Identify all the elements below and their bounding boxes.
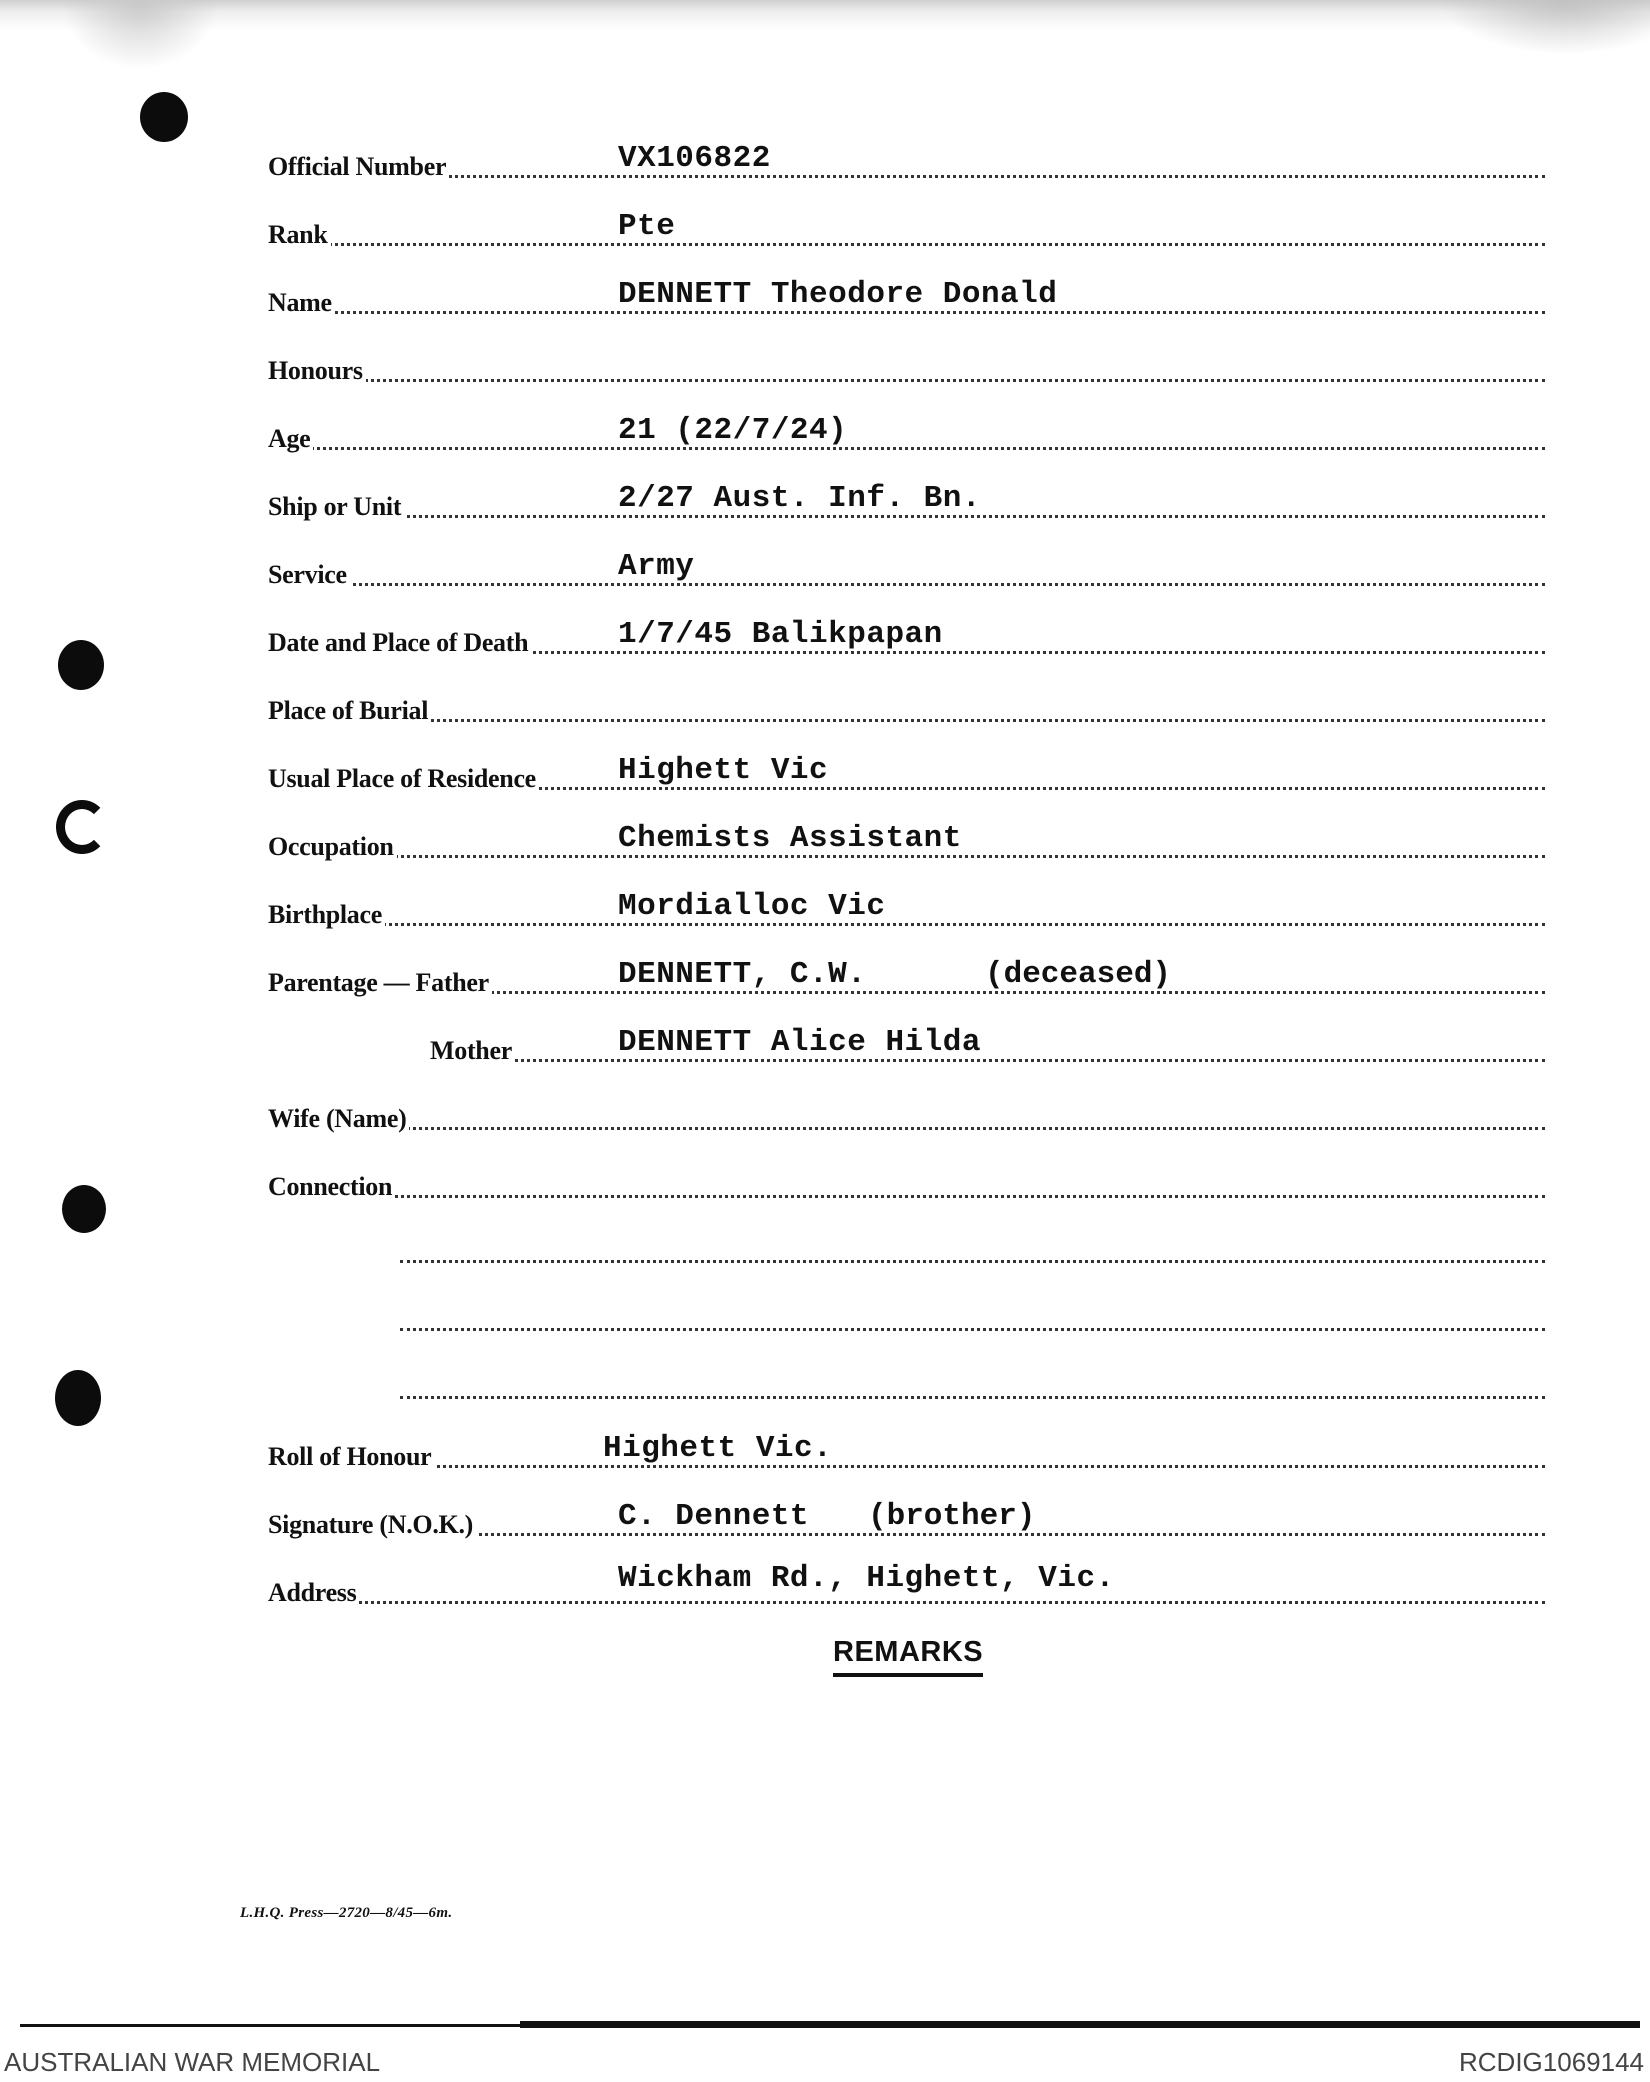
label-address: Address: [268, 1578, 359, 1608]
label-service: Service: [268, 560, 350, 590]
connection-blank-line-3: [400, 1396, 1545, 1399]
connection-blank-line-1: [400, 1260, 1545, 1263]
punch-hole-ring: [56, 800, 108, 854]
printer-note: L.H.Q. Press—2720—8/45—6m.: [240, 1905, 453, 1921]
row-connection: [268, 1162, 1545, 1206]
value-roll-of-honour: Highett Vic.: [603, 1431, 833, 1466]
row-honours: [268, 346, 1545, 390]
row-residence: [268, 754, 1545, 798]
label-date-place-of-death: Date and Place of Death: [268, 628, 531, 658]
label-birthplace: Birthplace: [268, 900, 385, 930]
row-roll-of-honour: [268, 1432, 1545, 1476]
dotted-line: [268, 1601, 1545, 1604]
row-name: [268, 278, 1545, 322]
footer-record-id: RCDIG1069144: [1459, 2047, 1644, 2077]
label-residence: Usual Place of Residence: [268, 764, 539, 794]
punch-hole-upper: [58, 640, 104, 690]
row-mother: [268, 1026, 1545, 1070]
punch-hole-middle: [62, 1185, 106, 1233]
row-place-of-burial: [268, 686, 1545, 730]
label-signature: Signature (N.O.K.): [268, 1510, 476, 1540]
value-signature-note: (brother): [868, 1499, 1036, 1534]
dotted-line: [268, 243, 1545, 246]
label-place-of-burial: Place of Burial: [268, 696, 431, 726]
row-address: [268, 1561, 1545, 1612]
dotted-line: [268, 379, 1545, 382]
label-wife: Wife (Name): [268, 1104, 409, 1134]
row-signature: [268, 1500, 1545, 1544]
label-name: Name: [268, 288, 335, 318]
label-age: Age: [268, 424, 313, 454]
dotted-line: [268, 1195, 1545, 1198]
label-occupation: Occupation: [268, 832, 397, 862]
value-address: Wickham Rd., Highett, Vic.: [618, 1561, 1115, 1596]
scan-smudge-left: [60, 0, 220, 70]
label-roll-of-honour: Roll of Honour: [268, 1442, 434, 1472]
remarks-heading: REMARKS: [833, 1636, 983, 1677]
value-birthplace: Mordialloc Vic: [618, 889, 886, 924]
row-official-number: [268, 142, 1545, 186]
row-rank: [268, 210, 1545, 254]
value-date-place-of-death: 1/7/45 Balikpapan: [618, 617, 943, 652]
footer-archive-name: AUSTRALIAN WAR MEMORIAL: [4, 2047, 381, 2077]
value-rank: Pte: [618, 209, 676, 244]
value-residence: Highett Vic: [618, 753, 829, 788]
row-birthplace: [268, 890, 1545, 934]
connection-blank-line-2: [400, 1328, 1545, 1331]
value-mother: DENNETT Alice Hilda: [618, 1025, 981, 1060]
base-rule-thick: [520, 2021, 1640, 2028]
value-age: 21 (22/7/24): [618, 413, 848, 448]
dotted-line: [268, 1465, 1545, 1468]
row-father: [268, 958, 1545, 1002]
value-official-number: VX106822: [618, 141, 771, 176]
label-ship-or-unit: Ship or Unit: [268, 492, 404, 522]
value-ship-or-unit: 2/27 Aust. Inf. Bn.: [618, 481, 981, 516]
scan-smudge-right: [1440, 0, 1650, 55]
label-mother: Mother: [430, 1036, 515, 1066]
value-father: DENNETT, C.W.: [618, 957, 867, 992]
label-rank: Rank: [268, 220, 331, 250]
row-wife: [268, 1094, 1545, 1138]
dotted-line: [268, 175, 1545, 178]
dotted-line: [268, 923, 1545, 926]
value-father-note: (deceased): [985, 957, 1172, 992]
value-service: Army: [618, 549, 695, 584]
row-date-place-of-death: [268, 618, 1545, 662]
dotted-line: [430, 1059, 1545, 1062]
scan-edge-top: [0, 0, 1650, 30]
row-ship-or-unit: [268, 482, 1545, 526]
dotted-line: [268, 719, 1545, 722]
label-official-number: Official Number: [268, 152, 449, 182]
punch-hole-top: [140, 92, 188, 142]
label-honours: Honours: [268, 356, 366, 386]
label-father: Parentage — Father: [268, 968, 492, 998]
row-occupation: [268, 822, 1545, 866]
value-signature: C. Dennett: [618, 1499, 810, 1534]
value-name: DENNETT Theodore Donald: [618, 277, 1058, 312]
row-age: [268, 414, 1545, 458]
row-service: [268, 550, 1545, 594]
punch-hole-lower: [55, 1370, 101, 1426]
label-connection: Connection: [268, 1172, 395, 1202]
dotted-line: [268, 583, 1545, 586]
dotted-line: [268, 447, 1545, 450]
value-occupation: Chemists Assistant: [618, 821, 962, 856]
dotted-line: [268, 1127, 1545, 1130]
